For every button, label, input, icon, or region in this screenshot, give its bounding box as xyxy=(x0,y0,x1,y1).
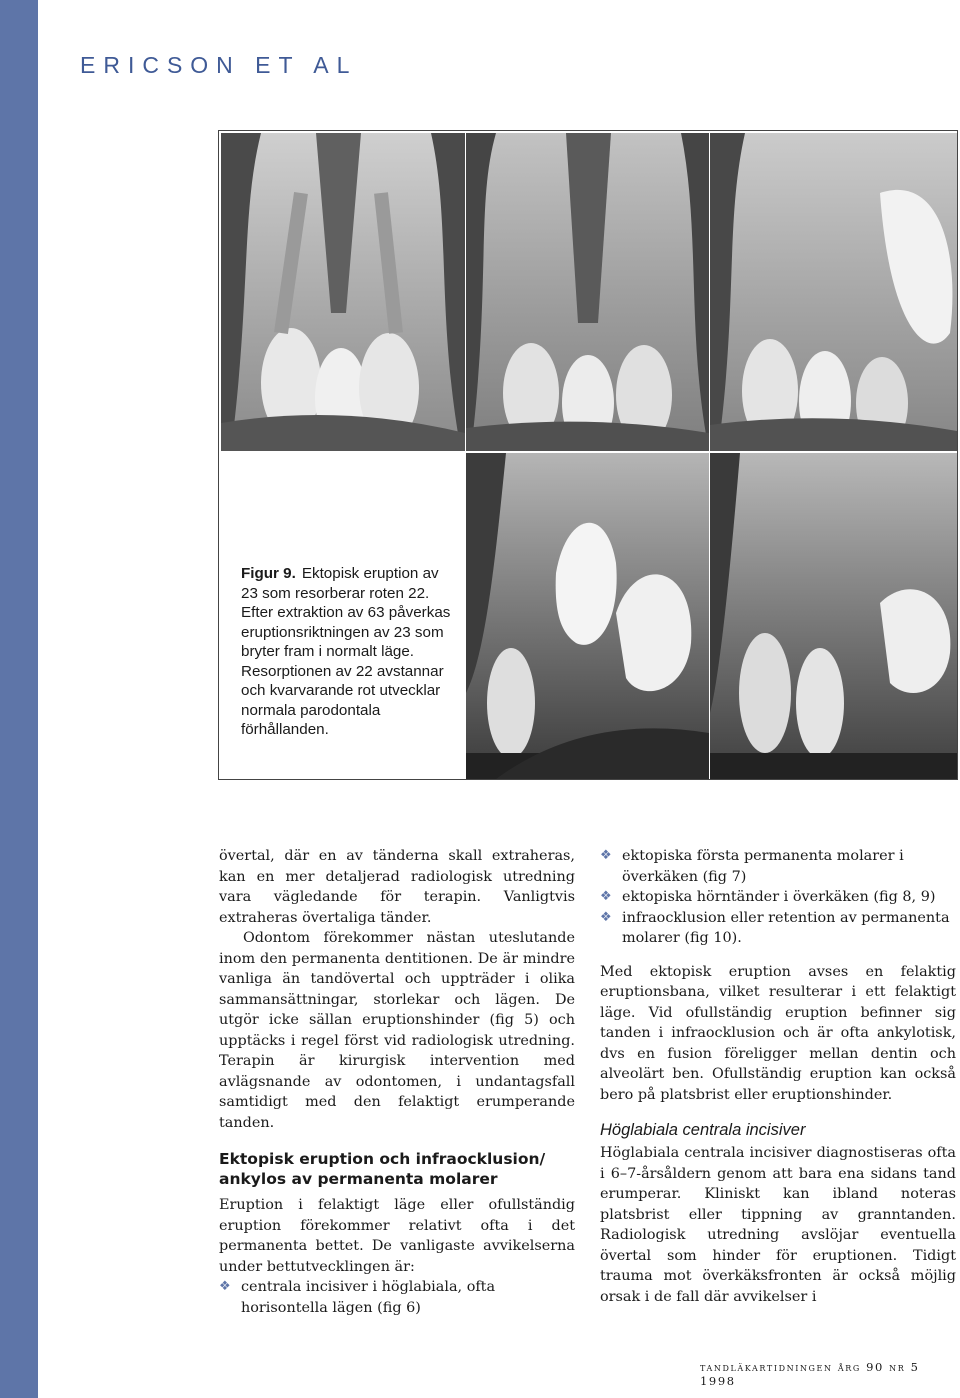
list-item xyxy=(600,908,956,949)
right-paragraph-2: Höglabiala centrala incisiver diagnostiseras ofta i 6–7-årsåldern genom att bara ena sidans tand erumperar. Kliniskt kan ibland noteras platsbrist eller tippning av granntanden. Radiologisk utredning avslöjar eventuella övertal som hinder för eruptionen. Tidigt trauma mot överkäksfronten är också möjlig orsak i de fall där avvikelser i xyxy=(600,1145,956,1305)
list-item xyxy=(600,846,956,887)
list-item-text: ektopiska hörntänder i överkäken (fig 8, 9) xyxy=(622,889,936,905)
diamond-bullet-icon: ❖ xyxy=(219,1279,231,1294)
section-heading: Ektopisk eruption och infraocklusion/ ankylos av permanenta molarer xyxy=(219,1150,546,1188)
list-item xyxy=(219,1277,575,1318)
figure-label: Figur 9. xyxy=(241,565,296,582)
diamond-bullet-icon: ❖ xyxy=(600,889,612,904)
list-item-text: centrala incisiver i höglabiala, ofta horisontella lägen (fig 6) xyxy=(241,1279,496,1316)
list-item-text: ektopiska första permanenta molarer i överkäken (fig 7) xyxy=(622,848,904,885)
diamond-bullet-icon: ❖ xyxy=(600,848,612,863)
right-column xyxy=(600,846,956,1307)
left-paragraph-3: Eruption i felaktigt läge eller ofullständig eruption förekommer relativt ofta i det permanenta bettet. De vanligaste avvikelserna under bettutvecklingen är: xyxy=(219,1197,575,1275)
right-bullet-list xyxy=(600,846,956,949)
left-column xyxy=(219,846,575,1318)
radiograph-1 xyxy=(221,133,465,451)
running-head: ERICSON ET AL xyxy=(80,52,358,78)
spacer xyxy=(600,949,956,962)
diamond-bullet-icon: ❖ xyxy=(600,909,612,925)
left-bullet-list xyxy=(219,1277,575,1318)
side-color-band xyxy=(0,0,38,1398)
figure-caption-text: Ektopisk eruption av 23 som resorberar roten 22. Efter extraktion av 63 påverkas eruptionsriktningen av 23 som bryter fram i normalt läge. Resorptionen av 22 avstannar och kvarvarande rot utvecklar normala parodontala förhållanden. xyxy=(241,565,451,738)
figure-9-frame xyxy=(218,130,958,780)
right-paragraph-1: Med ektopisk eruption avses en felaktig eruptionsbana, vilket resulterar i ett felaktigt läge. Vid ofullständig eruption befinner sig tanden i infraocklusion och är ofta ankylotisk, dvs en fusion föreligger mellan dentin och alveolärt ben. Ofullständig eruption kan också bero på platsbrist eller eruptionshinder. xyxy=(600,963,956,1103)
list-item-text: infraocklusion eller retention av permanenta molarer (fig 10). xyxy=(622,909,950,946)
radiograph-3 xyxy=(710,133,957,451)
radiograph-5 xyxy=(710,453,957,779)
list-item xyxy=(600,887,956,908)
subheading: Höglabiala centrala incisiver xyxy=(600,1121,806,1139)
radiograph-4 xyxy=(466,453,709,779)
journal-footer: tandläkartidningen årg 90 nr 5 1998 xyxy=(700,1360,920,1388)
left-paragraph-2: Odontom förekommer nästan uteslutande inom den permanenta dentitionen. De är mindre vanliga än tandövertal och uppträder i olika sammansättningar, storlekar och lägen. De utgör icke sällan eruptionshinder (fig 5) och upptäcks i regel först vid radiologisk utredning. Terapin är kirurgisk intervention med avlägsnande av odontomen, i undantagsfall samtidigt med den felaktigt erumperande tanden. xyxy=(219,930,575,1131)
left-paragraph-1: övertal, där en av tänderna skall extraheras, kan en mer detaljerad radiologisk utredning vara vägledande för terapin. Vanligtvis extraheras övertaliga tänder. xyxy=(219,848,575,926)
figure-caption xyxy=(241,564,459,740)
radiograph-2 xyxy=(466,133,709,451)
